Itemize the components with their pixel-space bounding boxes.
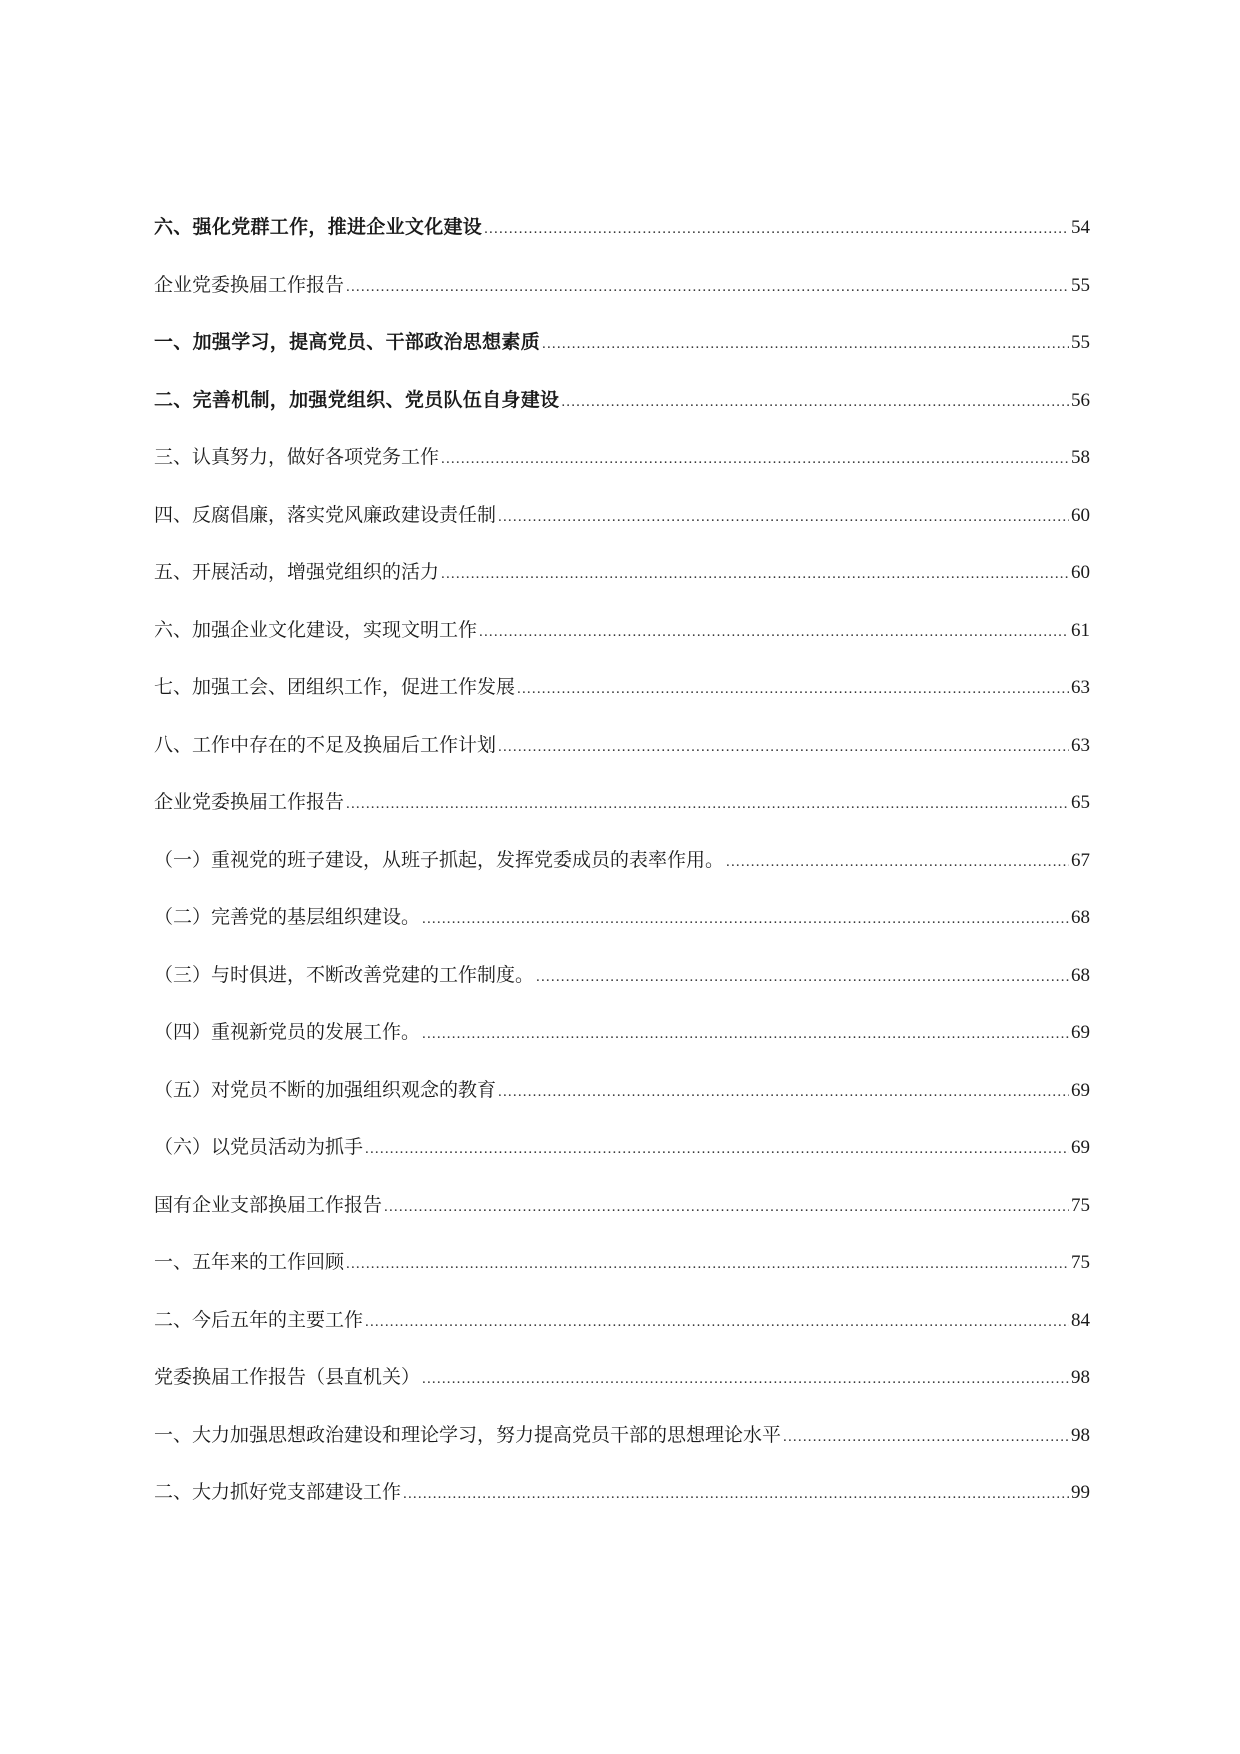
toc-page-number: 69 — [1071, 1022, 1090, 1043]
toc-page-number: 56 — [1071, 389, 1090, 411]
toc-entry[interactable] — [154, 902, 1090, 960]
toc-entry-title: 二、大力抓好党支部建设工作 — [154, 1481, 402, 1503]
toc-entry-title: （六）以党员活动为抓手 — [154, 1136, 364, 1158]
toc-dot-leader — [422, 911, 1069, 928]
toc-page-number: 63 — [1071, 734, 1090, 756]
toc-dot-leader — [479, 624, 1069, 641]
toc-entry[interactable] — [154, 557, 1090, 615]
toc-entry-title: 企业党委换届工作报告 — [154, 791, 345, 813]
toc-entry-title: （三）与时俱进，不断改善党建的工作制度。 — [154, 963, 535, 986]
toc-entry-title: 六、强化党群工作，推进企业文化建设 — [154, 216, 483, 238]
toc-page-number: 75 — [1071, 1194, 1090, 1216]
toc-entry[interactable] — [154, 787, 1090, 845]
toc-dot-leader — [346, 1256, 1069, 1273]
toc-page-number: 55 — [1071, 274, 1090, 296]
toc-entry-title: 二、今后五年的主要工作 — [154, 1308, 364, 1331]
toc-dot-leader — [441, 566, 1069, 583]
toc-page-number: 69 — [1071, 1137, 1090, 1158]
toc-entry[interactable] — [154, 1247, 1090, 1305]
toc-entry-title: 八、工作中存在的不足及换届后工作计划 — [154, 733, 497, 756]
toc-entry[interactable] — [154, 270, 1090, 328]
toc-dot-leader — [542, 336, 1069, 353]
toc-page-number: 58 — [1071, 447, 1090, 468]
toc-page-number: 60 — [1071, 562, 1090, 583]
toc-entry[interactable] — [154, 442, 1090, 500]
toc-dot-leader — [783, 1429, 1069, 1446]
toc-dot-leader — [403, 1486, 1069, 1503]
toc-dot-leader — [422, 1026, 1069, 1043]
toc-entry[interactable] — [154, 212, 1090, 270]
toc-page-number: 67 — [1071, 849, 1090, 871]
toc-entry[interactable] — [154, 1190, 1090, 1248]
toc-page-number: 98 — [1071, 1424, 1090, 1446]
toc-entry-title: 七、加强工会、团组织工作，促进工作发展 — [154, 676, 516, 698]
toc-page-number: 69 — [1071, 1079, 1090, 1101]
toc-page-number: 84 — [1071, 1309, 1090, 1331]
toc-entry[interactable] — [154, 960, 1090, 1018]
toc-dot-leader — [498, 1084, 1069, 1101]
toc-entry-title: （五）对党员不断的加强组织观念的教育 — [154, 1078, 497, 1101]
toc-entry[interactable] — [154, 1017, 1090, 1075]
toc-page-number: 99 — [1071, 1482, 1090, 1503]
toc-dot-leader — [422, 1371, 1069, 1388]
toc-entry-title: 三、认真努力，做好各项党务工作 — [154, 446, 440, 468]
table-of-contents — [154, 212, 1090, 1535]
toc-entry[interactable] — [154, 1420, 1090, 1478]
toc-entry[interactable] — [154, 327, 1090, 385]
toc-page-number: 65 — [1071, 792, 1090, 813]
toc-entry[interactable] — [154, 500, 1090, 558]
toc-dot-leader — [346, 279, 1069, 296]
toc-dot-leader — [365, 1314, 1069, 1331]
toc-dot-leader — [498, 739, 1069, 756]
toc-entry[interactable] — [154, 1132, 1090, 1190]
toc-entry[interactable] — [154, 845, 1090, 903]
toc-dot-leader — [536, 969, 1069, 986]
toc-entry[interactable] — [154, 1477, 1090, 1535]
toc-entry[interactable] — [154, 1075, 1090, 1133]
toc-entry-title: 二、完善机制，加强党组织、党员队伍自身建设 — [154, 388, 560, 411]
toc-entry-title: 一、加强学习，提高党员、干部政治思想素质 — [154, 331, 541, 353]
toc-entry-title: （一）重视党的班子建设，从班子抓起，发挥党委成员的表率作用。 — [154, 848, 725, 871]
toc-entry-title: （四）重视新党员的发展工作。 — [154, 1021, 421, 1043]
toc-page-number: 55 — [1071, 332, 1090, 353]
toc-dot-leader — [384, 1199, 1069, 1216]
toc-entry[interactable] — [154, 1362, 1090, 1420]
toc-page-number: 68 — [1071, 964, 1090, 986]
toc-entry-title: 一、五年来的工作回顾 — [154, 1251, 345, 1273]
toc-entry[interactable] — [154, 615, 1090, 673]
toc-page-number: 68 — [1071, 907, 1090, 928]
toc-page-number: 63 — [1071, 677, 1090, 698]
toc-page-number: 75 — [1071, 1252, 1090, 1273]
toc-entry-title: 六、加强企业文化建设，实现文明工作 — [154, 618, 478, 641]
toc-entry-title: 一、大力加强思想政治建设和理论学习，努力提高党员干部的思想理论水平 — [154, 1423, 782, 1446]
toc-dot-leader — [346, 796, 1069, 813]
toc-entry-title: 企业党委换届工作报告 — [154, 273, 345, 296]
toc-entry[interactable] — [154, 1305, 1090, 1363]
toc-page-number: 54 — [1071, 217, 1090, 238]
toc-entry[interactable] — [154, 730, 1090, 788]
toc-entry-title: 五、开展活动，增强党组织的活力 — [154, 561, 440, 583]
toc-entry-title: 党委换届工作报告（县直机关） — [154, 1366, 421, 1388]
toc-dot-leader — [365, 1141, 1069, 1158]
toc-dot-leader — [441, 451, 1069, 468]
toc-entry[interactable] — [154, 672, 1090, 730]
toc-dot-leader — [484, 221, 1069, 238]
toc-entry-title: （二）完善党的基层组织建设。 — [154, 906, 421, 928]
toc-dot-leader — [726, 854, 1069, 871]
toc-entry-title: 四、反腐倡廉，落实党风廉政建设责任制 — [154, 503, 497, 526]
toc-page-number: 61 — [1071, 619, 1090, 641]
toc-page-number: 60 — [1071, 504, 1090, 526]
toc-dot-leader — [561, 394, 1069, 411]
toc-entry[interactable] — [154, 385, 1090, 443]
toc-dot-leader — [498, 509, 1069, 526]
toc-entry-title: 国有企业支部换届工作报告 — [154, 1193, 383, 1216]
toc-page-number: 98 — [1071, 1367, 1090, 1388]
toc-dot-leader — [517, 681, 1069, 698]
